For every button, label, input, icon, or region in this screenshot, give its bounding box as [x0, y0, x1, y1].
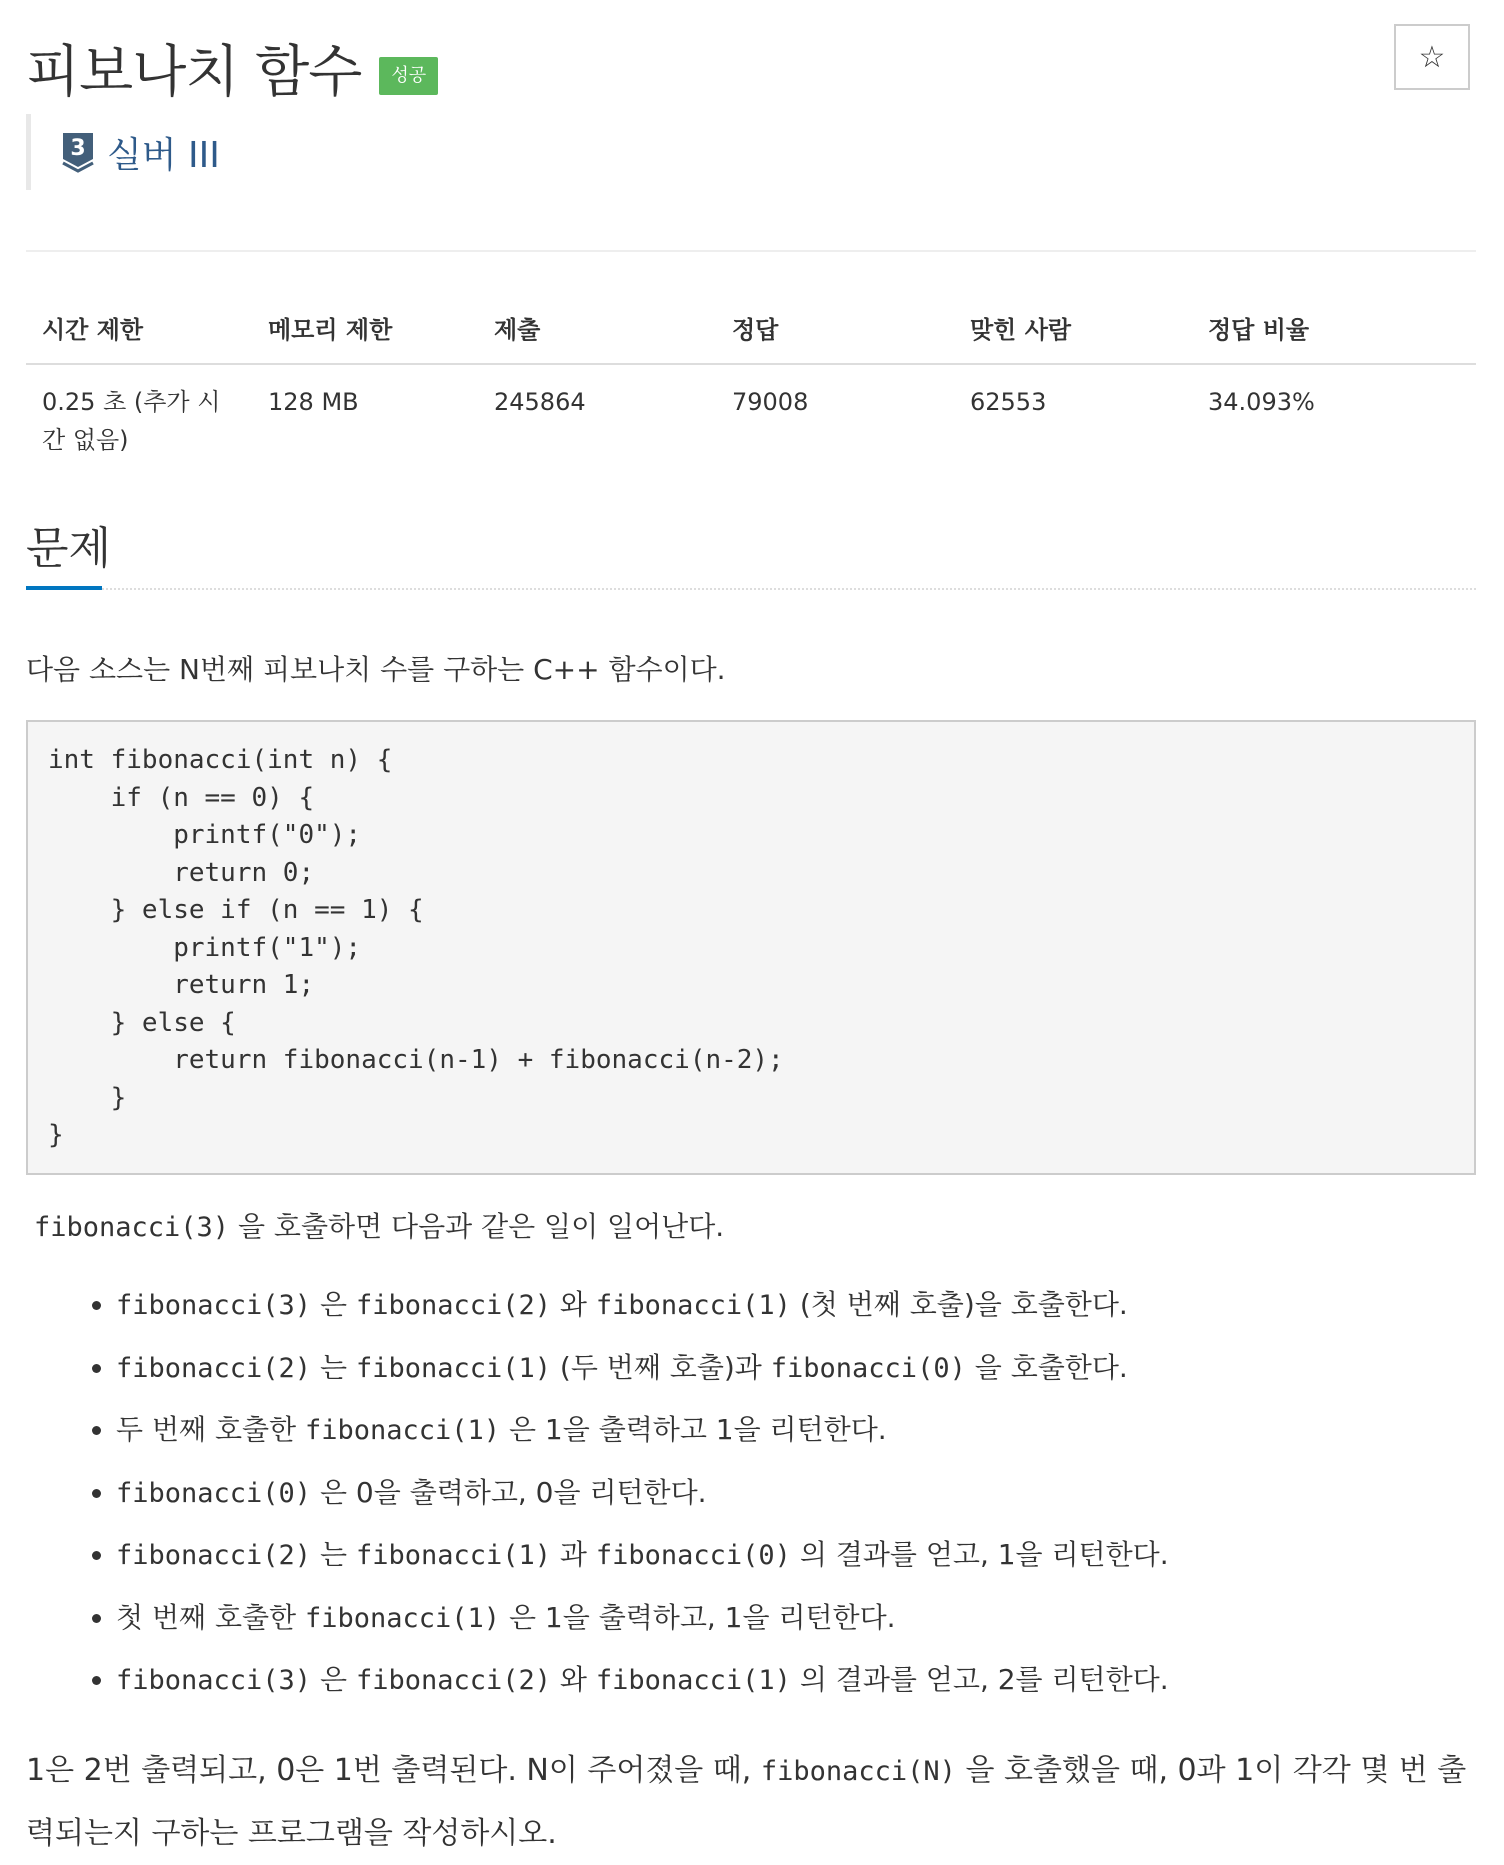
- step-text: 은 1을 출력하고 1을 리턴한다.: [500, 1413, 887, 1446]
- step-text: 은: [311, 1663, 356, 1696]
- stats-value-row: [26, 364, 1476, 477]
- step-text: 은: [311, 1288, 356, 1321]
- value-submissions: 245864: [494, 388, 586, 416]
- step-text: 와: [551, 1288, 596, 1321]
- section-title-problem: 문제: [26, 523, 112, 574]
- step-text: (두 번째 호출)과: [551, 1350, 771, 1384]
- inline-code: fibonacci(2): [116, 1540, 312, 1571]
- value-memory-limit: 128 MB: [268, 388, 359, 416]
- step-item: [116, 1530, 1169, 1593]
- silver-tier-icon: [61, 131, 95, 173]
- step-text: 은 1을 출력하고, 1을 리턴한다.: [500, 1600, 896, 1634]
- conclusion-text-1: 1은 2번 출력되고, 0은 1번 출력된다. N이 주어졌을 때,: [26, 1753, 761, 1788]
- inline-code: fibonacci(1): [355, 1540, 552, 1571]
- problem-title: 피보나치 함수: [26, 40, 362, 105]
- step-text: 와: [551, 1663, 596, 1696]
- inline-code: fibonacci(3): [116, 1665, 312, 1696]
- inline-code: fibonacci(1): [305, 1602, 501, 1634]
- problem-intro: 다음 소스는 N번째 피보나치 수를 구하는 C++ 함수이다.: [26, 653, 726, 686]
- section-underline: [26, 586, 102, 590]
- value-accepted: 79008: [732, 388, 809, 416]
- inline-code: fibonacci(2): [116, 1352, 312, 1384]
- value-time-limit: 0.25 초 (추가 시간 없음): [42, 388, 221, 454]
- step-text: 두 번째 호출한: [116, 1413, 305, 1446]
- stats-table: [26, 290, 1476, 477]
- star-icon: ☆: [1418, 39, 1446, 75]
- inline-code: fibonacci(2): [355, 1665, 552, 1696]
- inline-code: fibonacci(2): [355, 1290, 552, 1321]
- inline-code: fibonacci(N): [760, 1756, 956, 1787]
- inline-code: fibonacci(3): [34, 1212, 230, 1243]
- step-text: 의 결과를 얻고, 1을 리턴한다.: [790, 1538, 1169, 1571]
- inline-code: fibonacci(1): [595, 1290, 791, 1321]
- step-text: 은 0을 출력하고, 0을 리턴한다.: [311, 1475, 707, 1509]
- problem-conclusion: [26, 1740, 1476, 1865]
- inline-code: fibonacci(1): [305, 1415, 501, 1446]
- step-item: [116, 1280, 1169, 1343]
- tier-box: [26, 114, 220, 190]
- conclusion-text-2: 을 호출했을 때, 0과 1이 각각 몇 번 출력되는지 구하는 프로그램을 작성하시오.: [26, 1753, 1467, 1851]
- inline-code: fibonacci(0): [116, 1477, 312, 1509]
- header-submissions: 제출: [478, 290, 716, 364]
- step-text: 을 호출한다.: [965, 1350, 1128, 1384]
- step-item: [116, 1593, 1169, 1656]
- divider: [26, 250, 1476, 252]
- header-accepted: 정답: [716, 290, 954, 364]
- tier-number: 3: [70, 136, 86, 161]
- favorite-star-button[interactable]: [1394, 24, 1470, 90]
- step-text: 는: [311, 1538, 356, 1571]
- value-solved-users: 62553: [970, 388, 1047, 416]
- inline-code: fibonacci(0): [595, 1540, 791, 1571]
- section-dotted-line: [102, 588, 1476, 590]
- steps-list: [26, 1280, 1169, 1718]
- header-memory-limit: 메모리 제한: [252, 290, 478, 364]
- code-block: int fibonacci(int n) { if (n == 0) { printf("0"); return 0; } else if (n == 1) { printf("1"); return 1; } else { return fibonacci(n‐1) + fibonacci(n‐2); } }: [26, 720, 1476, 1175]
- step-text: 는: [311, 1350, 356, 1384]
- inline-code: fibonacci(1): [355, 1352, 552, 1384]
- header-time-limit: 시간 제한: [26, 290, 252, 364]
- step-item: [116, 1343, 1169, 1406]
- title-row: [26, 28, 438, 108]
- step-text: (첫 번째 호출)을 호출한다.: [790, 1288, 1128, 1321]
- tier-label[interactable]: 실버 III: [107, 134, 220, 176]
- step-item: [116, 1468, 1169, 1531]
- value-accept-ratio: 34.093%: [1208, 388, 1315, 416]
- call-description: [34, 1205, 724, 1245]
- inline-code: fibonacci(3): [116, 1290, 312, 1321]
- step-item: [116, 1655, 1169, 1718]
- status-badge: 성공: [379, 57, 438, 95]
- header-accept-ratio: 정답 비율: [1192, 290, 1476, 364]
- inline-code: fibonacci(0): [770, 1352, 966, 1384]
- inline-code: fibonacci(1): [595, 1665, 791, 1696]
- step-text: 의 결과를 얻고, 2를 리턴한다.: [790, 1663, 1169, 1696]
- header-solved-users: 맞힌 사람: [954, 290, 1192, 364]
- step-text: 첫 번째 호출한: [116, 1600, 305, 1634]
- step-text: 과: [551, 1538, 596, 1571]
- step-item: [116, 1405, 1169, 1468]
- call-description-text: 을 호출하면 다음과 같은 일이 일어난다.: [229, 1210, 725, 1243]
- stats-header-row: [26, 290, 1476, 364]
